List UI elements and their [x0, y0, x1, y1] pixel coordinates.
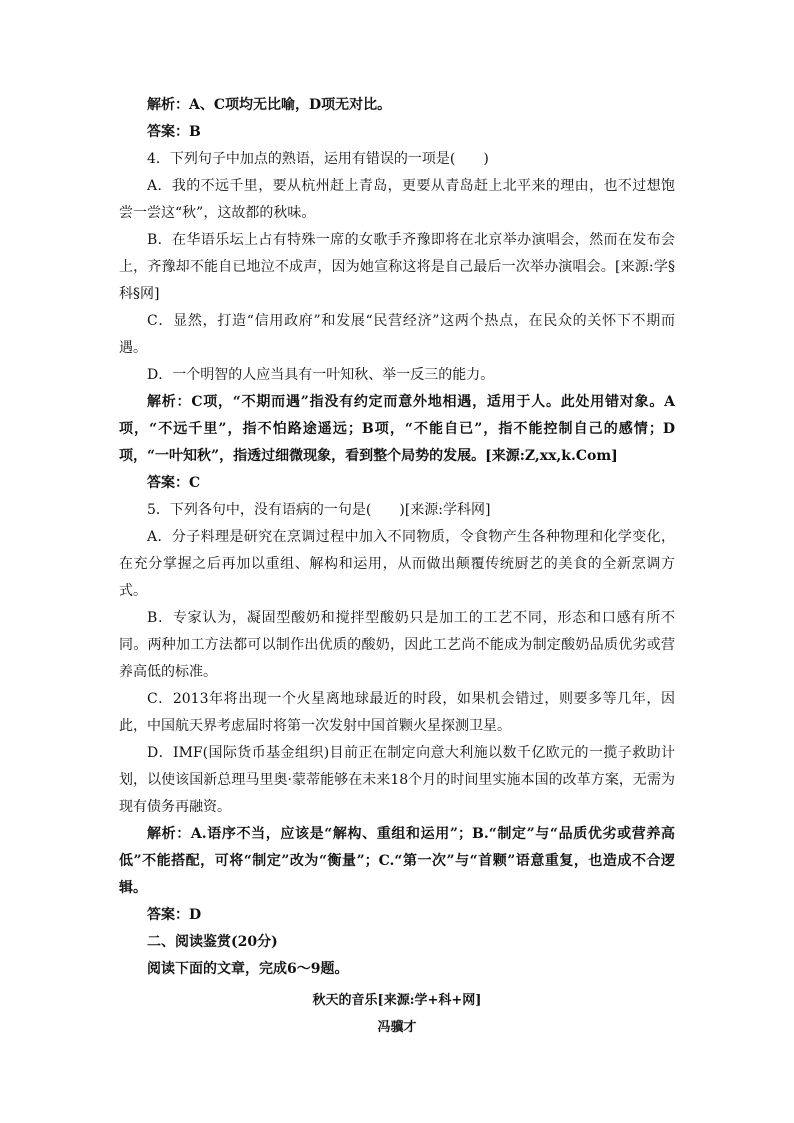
option-a: A．我的不远千里，要从杭州赶上青岛，更要从青岛赶上北平来的理由，也不过想饱尝一尝这“秋”，这故都的秋味。 — [119, 178, 675, 221]
question-4: 4．下列句子中加点的熟语，运用有错误的一项是( ) — [147, 151, 489, 167]
analysis-paragraph: 解析：A、C项均无比喻，D项无对比。 — [147, 97, 392, 113]
analysis-paragraph: 解析：C项，“不期而遇”指没有约定而意外地相遇，适用于人。此处用错对象。A项，“不远千里”，指不怕路途遥远；B项，“不能自已”，指不能控制自己的感情；D项，“一叶知秋”，指透过细微现象，看到整个局势的发展。[来源:Z,xx,k.Com] — [119, 394, 675, 464]
reading-instruction: 阅读下面的文章，完成6～9题。 — [147, 961, 349, 977]
analysis-paragraph: 解析：A.语序不当，应该是“解构、重组和运用”；B.“制定”与“品质优劣或营养高低”不能搭配，可将“制定”改为“衡量”；C.“第一次”与“首颗”语意重复，也造成不合逻辑。 — [119, 826, 675, 896]
question-5: 5．下列各句中，没有语病的一句是( )[来源:学科网] — [147, 502, 491, 518]
option-c: C．2013年将出现一个火星离地球最近的时段，如果机会错过，则要多等几年，因此，中国航天界考虑届时将第一次发射中国首颗火星探测卫星。 — [119, 691, 675, 734]
section-heading: 二、阅读鉴赏(20分) — [147, 934, 278, 950]
option-b: B．在华语乐坛上占有特殊一席的女歌手齐豫即将在北京举办演唱会，然而在发布会上，齐豫却不能自已地泣不成声，因为她宣称这将是自己最后一次举办演唱会。[来源:学§科§网] — [119, 232, 675, 302]
document-page — [119, 92, 675, 1041]
option-a: A．分子料理是研究在烹调过程中加入不同物质，令食物产生各种物理和化学变化，在充分掌握之后再加以重组、解构和运用，从而做出颠覆传统厨艺的美食的全新烹调方式。 — [119, 529, 675, 599]
answer-line: 答案：D — [147, 907, 202, 923]
answer-line: 答案：B — [147, 124, 201, 140]
option-b: B．专家认为，凝固型酸奶和搅拌型酸奶只是加工的工艺不同，形态和口感有所不同。两种加工方法都可以制作出优质的酸奶，因此工艺尚不能成为制定酸奶品质优劣或营养高低的标准。 — [119, 610, 675, 680]
article-author: 冯骥才 — [377, 1020, 417, 1035]
article-title: 秋天的音乐[来源:学+科+网] — [312, 993, 482, 1008]
option-d: D．一个明智的人应当具有一叶知秋、举一反三的能力。 — [147, 367, 495, 383]
answer-line: 答案：C — [147, 475, 201, 491]
option-c: C．显然，打造“信用政府”和发展“民营经济”这两个热点，在民众的关怀下不期而遇。 — [119, 313, 675, 356]
option-d: D．IMF(国际货币基金组织)目前正在制定向意大利施以数千亿欧元的一揽子救助计划，以使该国新总理马里奥·蒙蒂能够在未来18个月的时间里实施本国的改革方案，无需为现有债务再融资。 — [119, 745, 675, 815]
